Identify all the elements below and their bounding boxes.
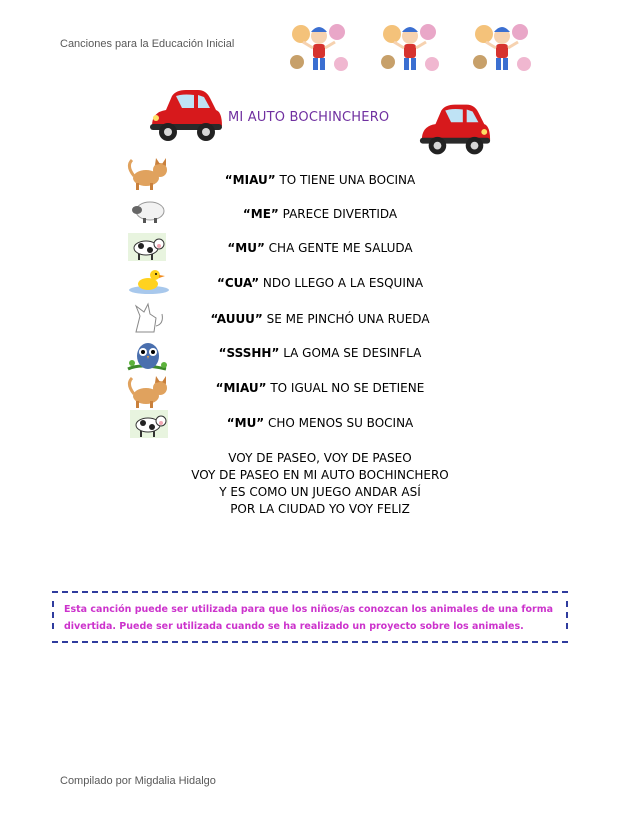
duck-icon	[128, 265, 170, 295]
usage-note-box	[52, 591, 568, 643]
animal-sound: “CUA”	[216, 276, 260, 290]
sheep-icon	[130, 198, 170, 224]
verse-text: CHA GENTE ME SALUDA	[264, 241, 413, 255]
animal-sound: “ME”	[242, 207, 279, 221]
verse-line	[180, 173, 460, 187]
child-playing-illustration	[470, 18, 534, 76]
page-footer: Compilado por Migdalia Hidalgo	[60, 775, 216, 787]
chorus-line: Y ES COMO UN JUEGO ANDAR ASÍ	[219, 485, 421, 499]
wolf-icon	[130, 302, 166, 334]
cow-icon	[128, 233, 166, 261]
verse-text: NDO LLEGO A LA ESQUINA	[259, 276, 424, 290]
animal-sound: “AUUU”	[210, 312, 263, 326]
verse-line	[180, 207, 460, 221]
chorus-line: POR LA CIUDAD YO VOY FELIZ	[230, 502, 410, 516]
verse-text: SE ME PINCHÓ UNA RUEDA	[262, 312, 430, 326]
usage-note-text: Esta canción puede ser utilizada para que los niños/as conozcan los animales de una forma divertida. Puede ser utilizada cuando se ha realizado un proyecto sobre los animales.	[64, 604, 554, 632]
song-title: MI AUTO BOCHINCHERO	[228, 110, 390, 125]
verse-text: TO IGUAL NO SE DETIENE	[266, 381, 425, 395]
child-playing-illustration	[378, 18, 442, 76]
cat-icon	[126, 374, 170, 410]
verse-text: CHO MENOS SU BOCINA	[264, 416, 414, 430]
verse-line	[180, 346, 460, 360]
cow-icon	[130, 410, 168, 438]
red-car-icon	[416, 100, 494, 160]
animal-sound: “SSSHH”	[218, 346, 280, 360]
red-car-icon	[146, 86, 226, 146]
cat-icon	[126, 156, 170, 192]
page-header: Canciones para la Educación Inicial	[60, 38, 235, 50]
verse-line	[180, 241, 460, 255]
verse-text: LA GOMA SE DESINFLA	[279, 346, 422, 360]
chorus-line: VOY DE PASEO EN MI AUTO BOCHINCHERO	[191, 468, 449, 482]
animal-sound: “MIAU”	[224, 173, 276, 187]
verse-line	[180, 416, 460, 430]
verse-line	[180, 276, 460, 290]
verse-line	[180, 381, 460, 395]
chorus-line: VOY DE PASEO, VOY DE PASEO	[228, 451, 412, 465]
verse-text: TO TIENE UNA BOCINA	[275, 173, 416, 187]
animal-sound: “MIAU”	[215, 381, 267, 395]
animal-sound: “MU”	[226, 416, 265, 430]
verse-line	[180, 312, 460, 326]
animal-sound: “MU”	[227, 241, 265, 255]
child-playing-illustration	[287, 18, 351, 76]
verse-text: PARECE DIVERTIDA	[278, 207, 398, 221]
owl-icon	[126, 339, 170, 373]
